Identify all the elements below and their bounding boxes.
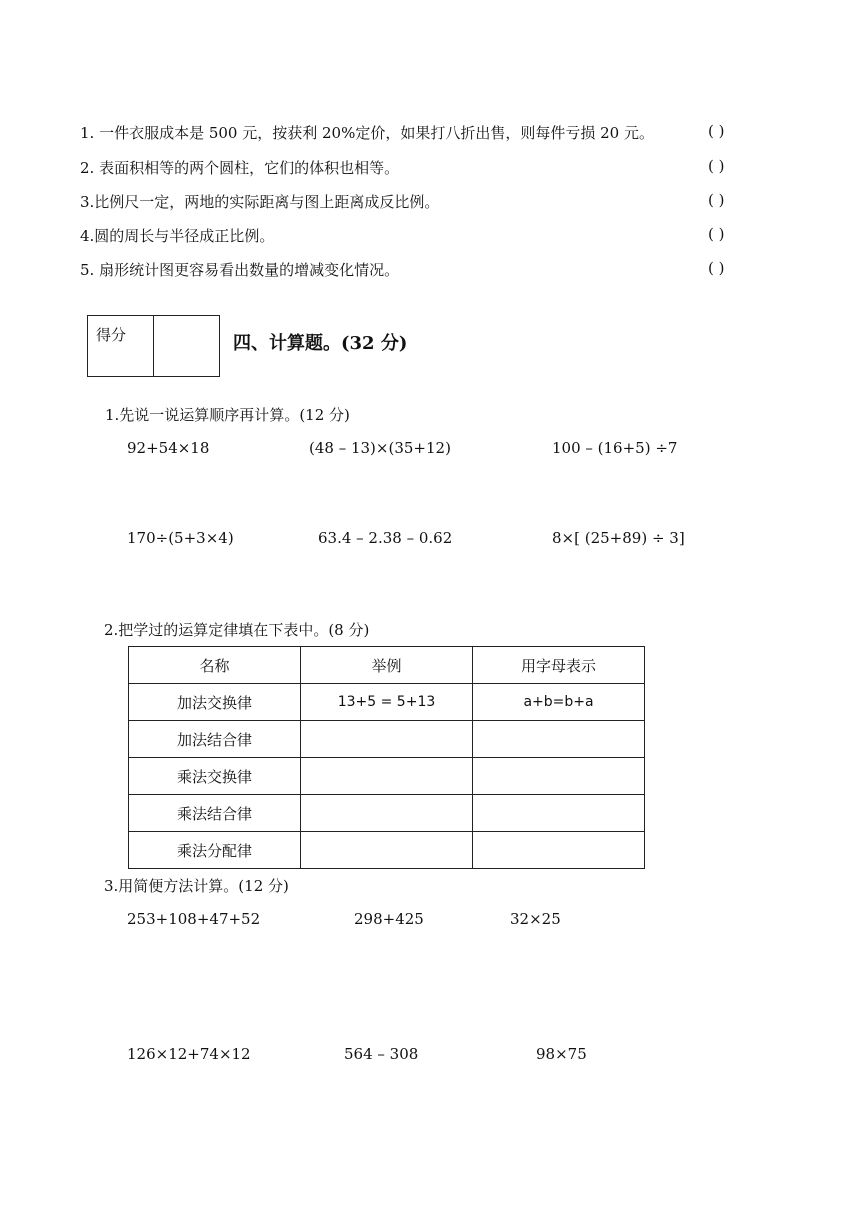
answer-paren[interactable]: ( ): [708, 259, 725, 277]
law-name: 乘法结合律: [129, 795, 301, 832]
table-row: [129, 684, 645, 721]
law-letters-cell[interactable]: [473, 721, 645, 758]
law-letters-cell[interactable]: [473, 758, 645, 795]
law-letters-cell[interactable]: [473, 795, 645, 832]
q3-expr-4: 126×12+74×12: [127, 1045, 251, 1063]
q3-expr-5: 564 – 308: [344, 1045, 419, 1063]
header-example: 举例: [301, 647, 473, 684]
answer-paren[interactable]: ( ): [708, 225, 725, 243]
tf-item-text: 3.比例尺一定，两地的实际距离与图上距离成反比例。: [80, 193, 440, 211]
tf-item-3: [80, 191, 770, 213]
table-row: [129, 721, 645, 758]
q1-expr-5: 63.4 – 2.38 – 0.62: [318, 529, 453, 547]
q1-expr-1: 92+54×18: [127, 439, 210, 457]
answer-paren[interactable]: ( ): [708, 191, 725, 209]
table-row: [129, 795, 645, 832]
law-letters: a+b=b+a: [473, 684, 645, 721]
q3-expr-3: 32×25: [510, 910, 561, 928]
table-row: [129, 832, 645, 869]
answer-paren[interactable]: ( ): [708, 122, 725, 140]
q3-title: 3.用简便方法计算。(12 分): [104, 877, 289, 895]
score-box: [87, 315, 220, 377]
q3-expr-2: 298+425: [354, 910, 424, 928]
score-box-divider: [153, 316, 154, 376]
law-table: [128, 646, 645, 869]
q3-expr-1: 253+108+47+52: [127, 910, 261, 928]
law-example-cell[interactable]: [301, 721, 473, 758]
law-letters-cell[interactable]: [473, 832, 645, 869]
tf-item-1: [80, 122, 770, 144]
law-example-cell[interactable]: [301, 832, 473, 869]
tf-item-2: [80, 157, 770, 179]
table-header-row: [129, 647, 645, 684]
q3-expr-6: 98×75: [536, 1045, 587, 1063]
answer-paren[interactable]: ( ): [708, 157, 725, 175]
law-name: 乘法分配律: [129, 832, 301, 869]
header-letters: 用字母表示: [473, 647, 645, 684]
header-name: 名称: [129, 647, 301, 684]
law-name: 乘法交换律: [129, 758, 301, 795]
law-example-cell[interactable]: [301, 795, 473, 832]
q1-expr-3: 100 – (16+5) ÷7: [552, 439, 678, 457]
q1-expr-4: 170÷(5+3×4): [127, 529, 234, 547]
law-example: 13+5 = 5+13: [301, 684, 473, 721]
law-example-cell[interactable]: [301, 758, 473, 795]
q1-title: 1.先说一说运算顺序再计算。(12 分): [105, 406, 350, 424]
tf-item-5: [80, 259, 770, 281]
tf-item-text: 2. 表面积相等的两个圆柱，它们的体积也相等。: [80, 159, 400, 177]
q1-expr-2: (48 – 13)×(35+12): [309, 439, 451, 457]
table-row: [129, 758, 645, 795]
section-title: 四、计算题。(32 分): [233, 333, 408, 354]
law-name: 加法结合律: [129, 721, 301, 758]
tf-item-text: 4.圆的周长与半径成正比例。: [80, 227, 275, 245]
tf-item-4: [80, 225, 770, 247]
tf-item-text: 5. 扇形统计图更容易看出数量的增减变化情况。: [80, 261, 400, 279]
q2-title: 2.把学过的运算定律填在下表中。(8 分): [104, 621, 370, 639]
tf-item-text: 1. 一件衣服成本是 500 元，按获利 20%定价，如果打八折出售，则每件亏损 20 元。: [80, 124, 654, 142]
score-label: 得分: [96, 326, 127, 344]
law-name: 加法交换律: [129, 684, 301, 721]
q1-expr-6: 8×[ (25+89) ÷ 3]: [552, 529, 685, 547]
